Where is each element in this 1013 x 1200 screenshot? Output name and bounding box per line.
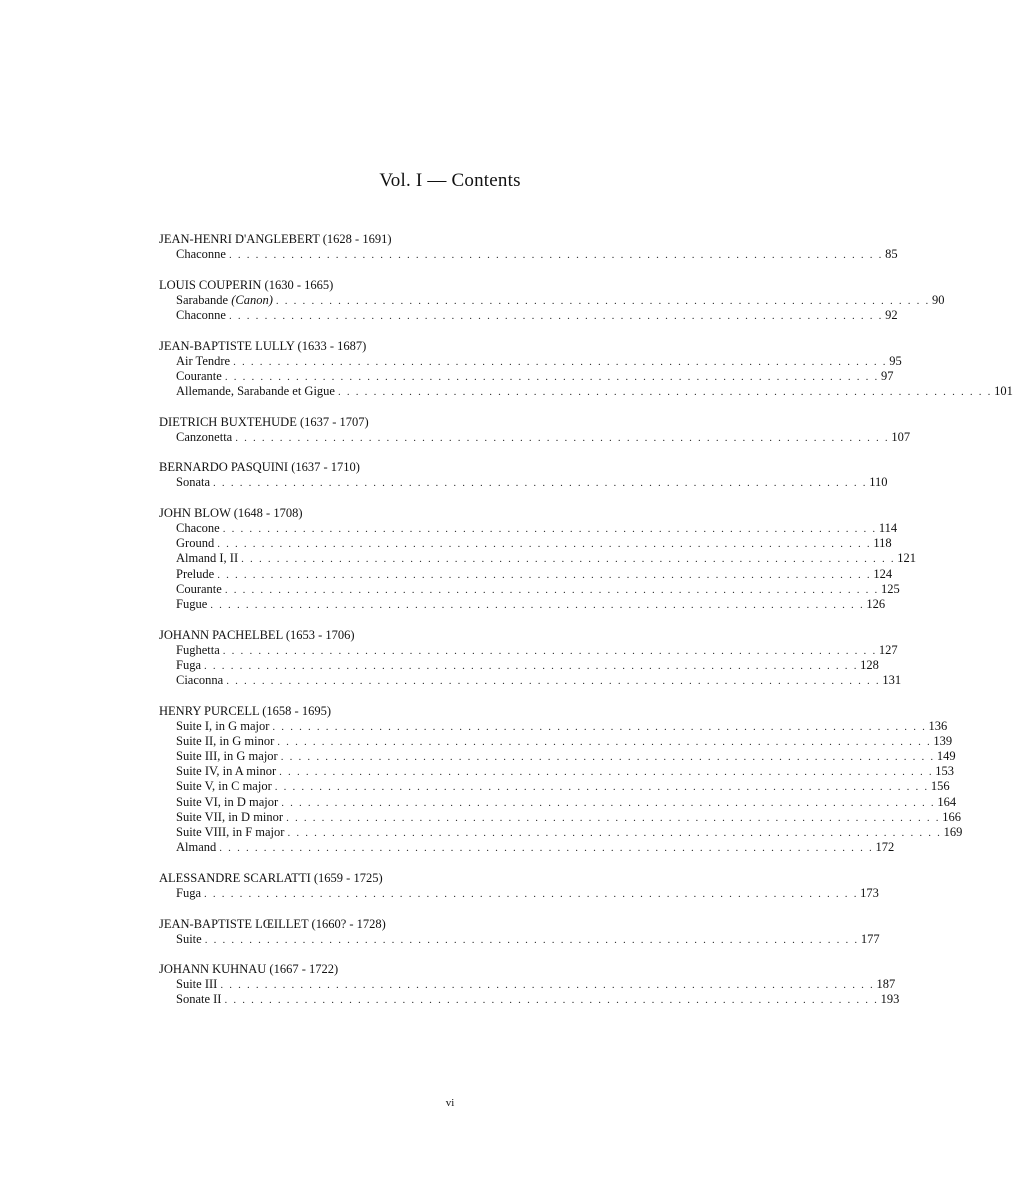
- entry-page-number: 126: [866, 596, 886, 611]
- entry-title-text: Suite III, in G major: [176, 749, 278, 764]
- entry-title: [176, 932, 205, 947]
- entry-page-number: 107: [891, 429, 911, 444]
- entry-title-text: Courante: [176, 368, 222, 383]
- entry-page-number: 114: [878, 521, 898, 535]
- dot-leader: . . . . . . . . . . . . . . . . . . . . . . . . . . . . . . . . . . . . . . . . . . . . . . . . . . . . . . . . . . . . . . . . . . . . . . . . . .: [233, 355, 888, 368]
- entry-page-number: 124: [873, 566, 893, 581]
- entry-title-note: (Canon): [231, 292, 273, 307]
- entry-title: [176, 795, 281, 810]
- dot-leader: . . . . . . . . . . . . . . . . . . . . . . . . . . . . . . . . . . . . . . . . . . . . . . . . . . . . . . . . . . . . . . . . . . . . . . . . . .: [228, 249, 884, 261]
- composer-section: [159, 627, 902, 689]
- composer-section: [159, 277, 945, 323]
- entry-title: [176, 597, 210, 612]
- entry-title: [176, 825, 287, 840]
- entry-title: [176, 977, 220, 992]
- entry-page-number: 121: [897, 551, 917, 566]
- entry-title-text: Chacone: [176, 521, 220, 535]
- entry-title-text: Fuga: [176, 657, 201, 672]
- toc-entry[interactable]: [159, 551, 917, 566]
- composer-header: HENRY PURCELL (1658 - 1695): [159, 703, 331, 718]
- entry-title-text: Chaconne: [176, 307, 226, 322]
- entry-title-text: Sonate II: [176, 992, 222, 1007]
- toc-entry[interactable]: [159, 749, 956, 764]
- entry-title: [176, 369, 225, 384]
- dot-leader: . . . . . . . . . . . . . . . . . . . . . . . . . . . . . . . . . . . . . . . . . . . . . . . . . . . . . . . . . . . . . . . . . . . . . . . . . .: [241, 553, 896, 566]
- dot-leader: . . . . . . . . . . . . . . . . . . . . . . . . . . . . . . . . . . . . . . . . . . . . . . . . . . . . . . . . . . . . . . . . . . . . . . . . . .: [281, 796, 936, 809]
- dot-leader: . . . . . . . . . . . . . . . . . . . . . . . . . . . . . . . . . . . . . . . . . . . . . . . . . . . . . . . . . . . . . . . . . . . . . . . . . .: [213, 477, 868, 490]
- entry-page-number: 187: [876, 977, 896, 992]
- dot-leader: . . . . . . . . . . . . . . . . . . . . . . . . . . . . . . . . . . . . . . . . . . . . . . . . . . . . . . . . . . . . . . . . . . . . . . . . . .: [224, 370, 879, 383]
- toc-entry[interactable]: [159, 566, 893, 582]
- toc-entry[interactable]: [159, 673, 902, 688]
- entry-title-text: Suite: [176, 931, 202, 946]
- dot-leader: . . . . . . . . . . . . . . . . . . . . . . . . . . . . . . . . . . . . . . . . . . . . . . . . . . . . . . . . . . . . . . . . . . . . . . . . . .: [274, 781, 929, 794]
- composer-header: DIETRICH BUXTEHUDE (1637 - 1707): [159, 414, 369, 429]
- entry-title: [176, 764, 279, 779]
- entry-page-number: 90: [932, 292, 945, 307]
- entry-page-number: 139: [933, 733, 953, 748]
- entry-title: [176, 567, 217, 582]
- dot-leader: . . . . . . . . . . . . . . . . . . . . . . . . . . . . . . . . . . . . . . . . . . . . . . . . . . . . . . . . . . . . . . . . . . . . . . . . . .: [337, 385, 993, 398]
- entry-title-text: Almand: [176, 840, 217, 855]
- entry-page-number: 110: [869, 475, 888, 490]
- entry-title: [176, 430, 235, 445]
- toc-entry[interactable]: [159, 764, 955, 779]
- dot-leader: . . . . . . . . . . . . . . . . . . . . . . . . . . . . . . . . . . . . . . . . . . . . . . . . . . . . . . . . . . . . . . . . . . . . . . . . . .: [286, 811, 941, 824]
- entry-page-number: 95: [889, 353, 902, 368]
- entry-title: [176, 536, 217, 551]
- toc-entry[interactable]: [159, 794, 957, 810]
- entry-page-number: 169: [943, 825, 963, 839]
- dot-leader: . . . . . . . . . . . . . . . . . . . . . . . . . . . . . . . . . . . . . . . . . . . . . . . . . . . . . . . . . . . . . . . . . . . . . . . . . .: [280, 751, 935, 764]
- entry-page-number: 131: [882, 673, 902, 687]
- composer-header: JEAN-BAPTISTE LULLY (1633 - 1687): [159, 338, 367, 353]
- dot-leader: . . . . . . . . . . . . . . . . . . . . . . . . . . . . . . . . . . . . . . . . . . . . . . . . . . . . . . . . . . . . . . . . . . . . . . . . . .: [204, 887, 859, 900]
- composer-header: JEAN-HENRI D'ANGLEBERT (1628 - 1691): [159, 232, 392, 246]
- entry-page-number: 177: [860, 931, 880, 946]
- entry-title: [176, 293, 276, 308]
- toc-entry[interactable]: [159, 809, 961, 825]
- entry-page-number: 172: [875, 840, 895, 855]
- entry-page-number: 193: [880, 992, 900, 1007]
- dot-leader: . . . . . . . . . . . . . . . . . . . . . . . . . . . . . . . . . . . . . . . . . . . . . . . . . . . . . . . . . . . . . . . . . . . . . . . . . .: [287, 827, 942, 839]
- entry-page-number: 85: [885, 247, 898, 261]
- page-number: vi: [445, 1097, 455, 1109]
- dot-leader: . . . . . . . . . . . . . . . . . . . . . . . . . . . . . . . . . . . . . . . . . . . . . . . . . . . . . . . . . . . . . . . . . . . . . . . . . .: [277, 735, 932, 748]
- composer-header: LOUIS COUPERIN (1630 - 1665): [159, 277, 334, 292]
- entry-title: [176, 734, 277, 749]
- entry-title-text: Suite III: [176, 977, 218, 992]
- toc-entry[interactable]: [159, 475, 888, 490]
- entry-title-text: Suite I, in G major: [176, 718, 270, 733]
- entry-page-number: 118: [873, 536, 892, 551]
- entry-page-number: 128: [860, 657, 879, 672]
- entry-title: [176, 673, 226, 688]
- entry-title: [176, 886, 204, 901]
- dot-leader: . . . . . . . . . . . . . . . . . . . . . . . . . . . . . . . . . . . . . . . . . . . . . . . . . . . . . . . . . . . . . . . . . . . . . . . . . .: [222, 523, 877, 535]
- dot-leader: . . . . . . . . . . . . . . . . . . . . . . . . . . . . . . . . . . . . . . . . . . . . . . . . . . . . . . . . . . . . . . . . . . . . . . . . . .: [228, 309, 884, 322]
- toc-entry[interactable]: [159, 383, 1013, 399]
- composer-header: JOHANN KUHNAU (1667 - 1722): [159, 962, 339, 977]
- entry-title: [176, 992, 224, 1007]
- entry-title-text: Suite IV, in A minor: [176, 764, 277, 779]
- entry-title: [176, 840, 219, 855]
- toc-entry[interactable]: [159, 977, 896, 992]
- entry-title-text: Ground: [176, 536, 215, 551]
- entry-page-number: 101: [994, 383, 1013, 398]
- dot-leader: . . . . . . . . . . . . . . . . . . . . . . . . . . . . . . . . . . . . . . . . . . . . . . . . . . . . . . . . . . . . . . . . . . . . . . . . . .: [222, 644, 877, 657]
- table-of-contents: [159, 231, 1013, 1022]
- toc-entry[interactable]: [159, 840, 895, 855]
- dot-leader: . . . . . . . . . . . . . . . . . . . . . . . . . . . . . . . . . . . . . . . . . . . . . . . . . . . . . . . . . . . . . . . . . . . . . . . . . .: [210, 598, 865, 611]
- toc-entry[interactable]: [159, 825, 963, 840]
- dot-leader: . . . . . . . . . . . . . . . . . . . . . . . . . . . . . . . . . . . . . . . . . . . . . . . . . . . . . . . . . . . . . . . . . . . . . . . . . .: [226, 675, 881, 687]
- entry-page-number: 125: [880, 581, 900, 596]
- entry-title: [176, 582, 225, 597]
- composer-section: [159, 961, 900, 1007]
- entry-title: [176, 551, 241, 566]
- composer-section: [159, 916, 880, 947]
- dot-leader: . . . . . . . . . . . . . . . . . . . . . . . . . . . . . . . . . . . . . . . . . . . . . . . . . . . . . . . . . . . . . . . . . . . . . . . . . .: [275, 294, 931, 307]
- composer-section: [159, 414, 911, 445]
- entry-title: [176, 749, 281, 764]
- toc-entry[interactable]: [159, 992, 900, 1007]
- dot-leader: . . . . . . . . . . . . . . . . . . . . . . . . . . . . . . . . . . . . . . . . . . . . . . . . . . . . . . . . . . . . . . . . . . . . . . . . . .: [220, 979, 875, 992]
- entry-title: [176, 521, 223, 536]
- toc-entry[interactable]: [159, 779, 950, 794]
- entry-title-text: Suite VI, in D major: [176, 794, 279, 809]
- entry-title-text: Prelude: [176, 566, 215, 581]
- dot-leader: . . . . . . . . . . . . . . . . . . . . . . . . . . . . . . . . . . . . . . . . . . . . . . . . . . . . . . . . . . . . . . . . . . . . . . . . . .: [279, 766, 934, 779]
- composer-section: [159, 459, 888, 490]
- entry-title-text: Canzonetta: [176, 429, 233, 444]
- entry-page-number: 136: [928, 718, 948, 733]
- dot-leader: . . . . . . . . . . . . . . . . . . . . . . . . . . . . . . . . . . . . . . . . . . . . . . . . . . . . . . . . . . . . . . . . . . . . . . . . . .: [219, 842, 874, 855]
- entry-title-text: Fughetta: [176, 642, 220, 657]
- entry-page-number: 173: [860, 885, 879, 900]
- entry-title: [176, 475, 213, 490]
- entry-title-text: Fuga: [176, 885, 201, 900]
- toc-entry[interactable]: [159, 596, 886, 612]
- toc-entry[interactable]: [159, 292, 945, 308]
- entry-title-text: Suite VIII, in F major: [176, 825, 285, 839]
- composer-section: [159, 231, 898, 262]
- entry-title: [176, 643, 223, 658]
- entry-title: [176, 384, 338, 399]
- entry-title-text: Sonata: [176, 475, 211, 490]
- entry-page-number: 92: [885, 307, 898, 322]
- entry-title-text: Suite II, in G minor: [176, 733, 275, 748]
- entry-page-number: 156: [930, 779, 950, 794]
- entry-title-text: Fugue: [176, 596, 208, 611]
- entry-title: [176, 779, 275, 794]
- composer-section: [159, 870, 879, 901]
- entry-page-number: 149: [936, 749, 956, 764]
- dot-leader: . . . . . . . . . . . . . . . . . . . . . . . . . . . . . . . . . . . . . . . . . . . . . . . . . . . . . . . . . . . . . . . . . . . . . . . . . .: [217, 568, 872, 581]
- entry-page-number: 127: [878, 642, 898, 657]
- entry-title: [176, 354, 233, 369]
- dot-leader: . . . . . . . . . . . . . . . . . . . . . . . . . . . . . . . . . . . . . . . . . . . . . . . . . . . . . . . . . . . . . . . . . . . . . . . . . .: [272, 720, 927, 733]
- toc-entry[interactable]: [159, 642, 898, 658]
- composer-header: BERNARDO PASQUINI (1637 - 1710): [159, 460, 360, 475]
- toc-entry[interactable]: [159, 657, 879, 673]
- entry-page-number: 166: [942, 809, 961, 824]
- dot-leader: . . . . . . . . . . . . . . . . . . . . . . . . . . . . . . . . . . . . . . . . . . . . . . . . . . . . . . . . . . . . . . . . . . . . . . . . . .: [224, 583, 879, 596]
- entry-title: [176, 658, 204, 673]
- toc-entry[interactable]: [159, 429, 911, 445]
- entry-title-text: Air Tendre: [176, 353, 231, 368]
- toc-entry[interactable]: [159, 885, 879, 901]
- toc-entry[interactable]: [159, 368, 894, 384]
- composer-header: JEAN-BAPTISTE LŒILLET (1660? - 1728): [159, 916, 386, 931]
- entry-page-number: 153: [935, 764, 955, 779]
- entry-title: [176, 810, 286, 825]
- entry-title-text: Chaconne: [176, 247, 226, 261]
- toc-entry[interactable]: [159, 581, 900, 597]
- entry-page-number: 97: [880, 368, 894, 383]
- entry-title-text: Sarabande: [176, 292, 229, 307]
- composer-section: [159, 703, 963, 856]
- composer-section: [159, 338, 1013, 400]
- composer-header: JOHN BLOW (1648 - 1708): [159, 506, 303, 520]
- toc-entry[interactable]: [159, 521, 898, 536]
- composer-header: JOHANN PACHELBEL (1653 - 1706): [159, 627, 355, 642]
- page-title: Vol. I — Contents: [379, 170, 521, 191]
- dot-leader: . . . . . . . . . . . . . . . . . . . . . . . . . . . . . . . . . . . . . . . . . . . . . . . . . . . . . . . . . . . . . . . . . . . . . . . . . .: [235, 431, 890, 444]
- toc-entry[interactable]: [159, 353, 902, 369]
- toc-entry[interactable]: [159, 733, 953, 749]
- entry-title-text: Courante: [176, 581, 222, 596]
- dot-leader: . . . . . . . . . . . . . . . . . . . . . . . . . . . . . . . . . . . . . . . . . . . . . . . . . . . . . . . . . . . . . . . . . . . . . . . . . .: [217, 538, 872, 551]
- entry-title: [176, 247, 229, 262]
- composer-header: ALESSANDRE SCARLATTI (1659 - 1725): [159, 870, 383, 885]
- toc-entry[interactable]: [159, 536, 892, 551]
- toc-entry[interactable]: [159, 307, 898, 323]
- toc-entry[interactable]: [159, 931, 880, 947]
- dot-leader: . . . . . . . . . . . . . . . . . . . . . . . . . . . . . . . . . . . . . . . . . . . . . . . . . . . . . . . . . . . . . . . . . . . . . . . . . .: [204, 933, 859, 946]
- entry-title-text: Allemande, Sarabande et Gigue: [176, 383, 335, 398]
- toc-entry[interactable]: [159, 247, 898, 262]
- entry-title-text: Suite V, in C major: [176, 779, 272, 794]
- toc-entry[interactable]: [159, 718, 948, 734]
- entry-title: [176, 719, 272, 734]
- entry-title: [176, 308, 229, 323]
- dot-leader: . . . . . . . . . . . . . . . . . . . . . . . . . . . . . . . . . . . . . . . . . . . . . . . . . . . . . . . . . . . . . . . . . . . . . . . . . .: [204, 659, 859, 672]
- dot-leader: . . . . . . . . . . . . . . . . . . . . . . . . . . . . . . . . . . . . . . . . . . . . . . . . . . . . . . . . . . . . . . . . . . . . . . . . . .: [224, 994, 879, 1007]
- entry-title-text: Ciaconna: [176, 673, 224, 687]
- entry-title-text: Almand I, II: [176, 551, 239, 566]
- composer-section: [159, 505, 917, 612]
- entry-page-number: 164: [937, 794, 957, 809]
- entry-title-text: Suite VII, in D minor: [176, 809, 284, 824]
